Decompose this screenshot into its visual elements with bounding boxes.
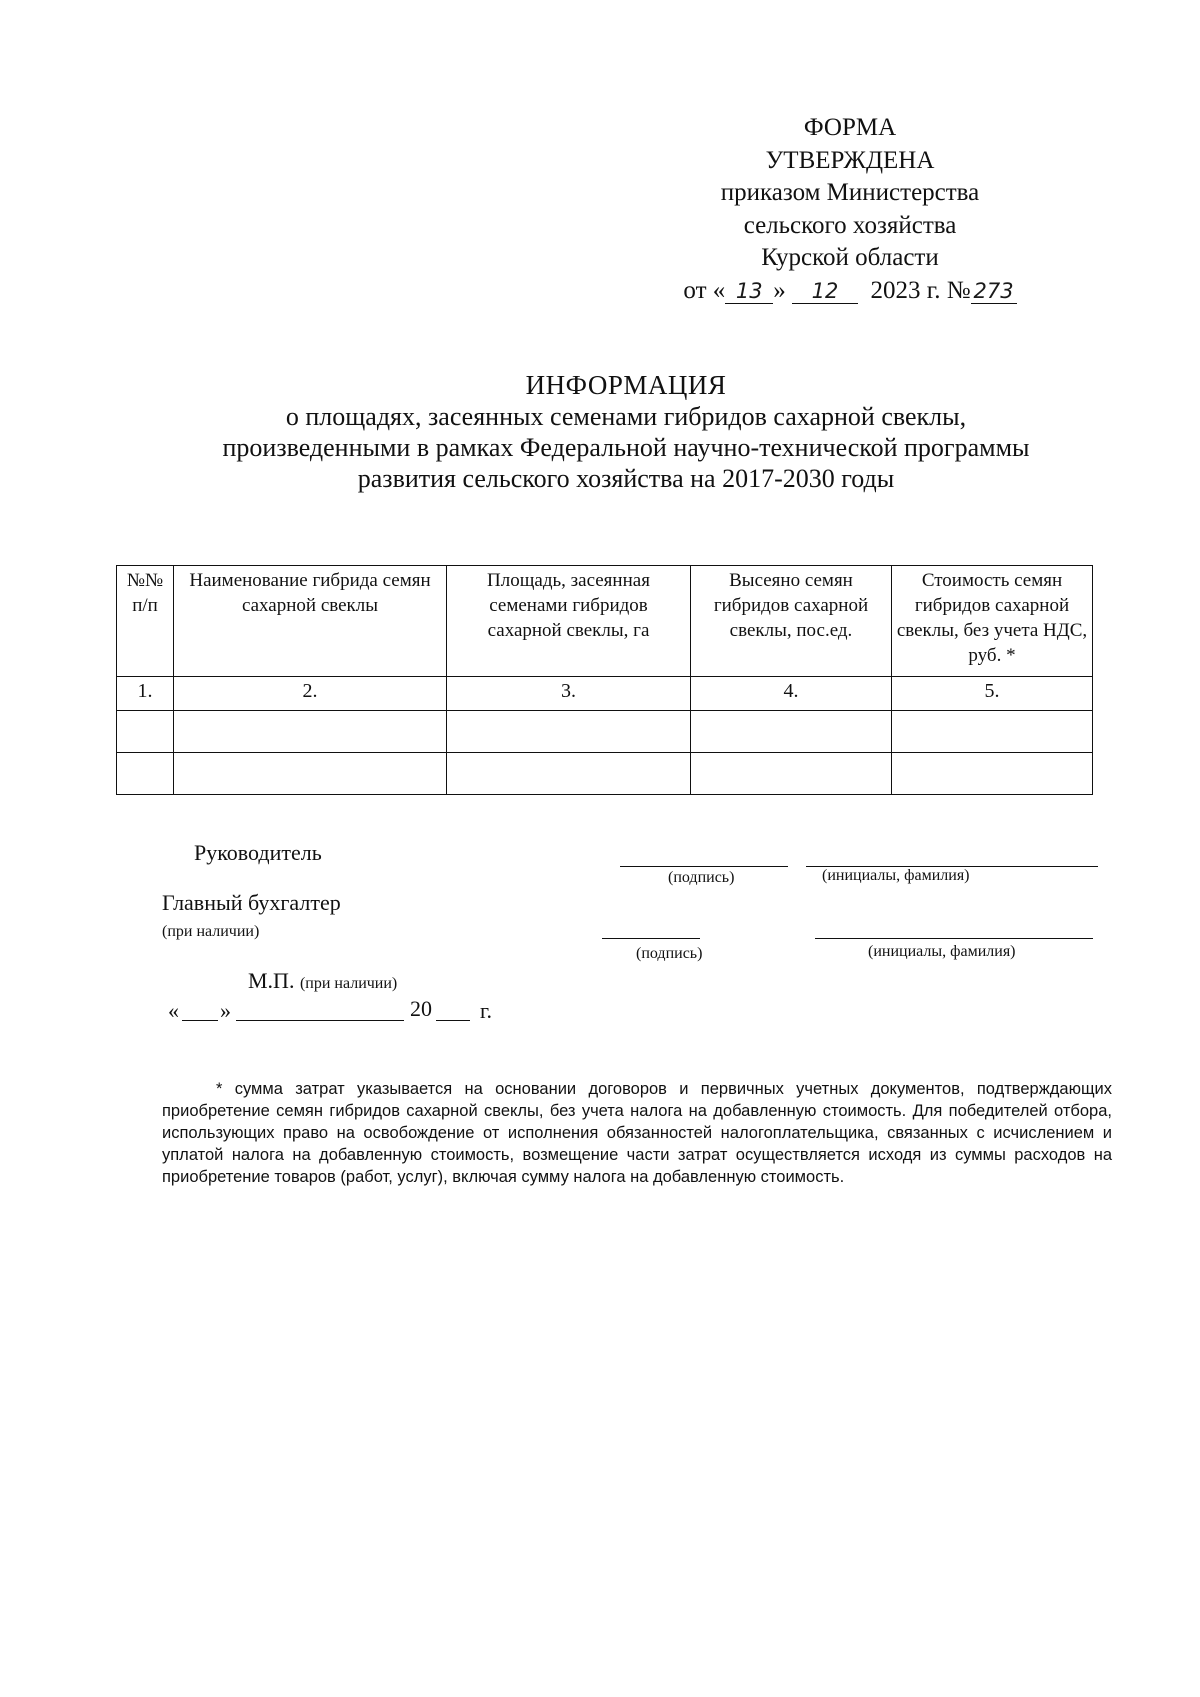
header-number: №№ п/п (117, 566, 174, 677)
table-cell[interactable] (892, 753, 1093, 795)
accountant-label: Главный бухгалтер (162, 890, 341, 915)
column-number: 5. (892, 677, 1093, 711)
handwritten-day: 13 (725, 279, 773, 304)
column-number: 4. (691, 677, 892, 711)
date-year-line[interactable] (436, 1020, 470, 1021)
table-row (117, 753, 1093, 795)
approved-label: УТВЕРЖДЕНА (765, 146, 935, 174)
stamp-label: М.П. (248, 968, 295, 993)
form-label: ФОРМА (803, 114, 897, 141)
title-line-2: произведенными в рамках Федеральной научно-технической программы (222, 433, 1030, 462)
table-cell[interactable] (691, 753, 892, 795)
header-hybrid-name: Наименование гибрида семян сахарной свеклы (174, 566, 447, 677)
accountant-note: (при наличии) (162, 923, 260, 940)
table-header-row (117, 566, 1093, 677)
document-title (100, 370, 1152, 494)
column-number: 2. (174, 677, 447, 711)
date-day-line[interactable] (182, 1020, 218, 1021)
header-seed-cost: Стоимость семян гибридов сахарной свеклы, без учета НДС, руб. * (892, 566, 1093, 677)
footnote: * сумма затрат указывается на основании договоров и первичных учетных документов, подтверждающих приобретение семян гибридов сахарной свеклы, без учета налога на добавленную стоимость. Для победителей отбора, использующих право на освобождение от исполнения обязанностей налогоплательщика, связанных с исчислением и уплатой налога на добавленную стоимость, возмещение части затрат осуществляется исходя из суммы расходов на приобретение товаров (работ, услуг), включая сумму налога на добавленную стоимость. (162, 1080, 1112, 1186)
table-cell[interactable] (691, 711, 892, 753)
header-area: Площадь, засеянная семенами гибридов сахарной свеклы, га (447, 566, 691, 677)
year-text: 2023 г. № (870, 276, 971, 304)
head-signature-caption: (подпись) (668, 869, 735, 886)
column-number: 3. (447, 677, 691, 711)
accountant-name-line[interactable] (815, 938, 1093, 939)
date-open: « (168, 998, 179, 1023)
date-close: » (220, 998, 231, 1023)
year-prefix: 20 (410, 996, 432, 1021)
title-line-3: развития сельского хозяйства на 2017-2030 годы (357, 464, 895, 493)
title-heading: ИНФОРМАЦИЯ (525, 370, 727, 400)
approval-block (640, 112, 1060, 307)
seed-area-table (116, 565, 1093, 795)
handwritten-number: 273 (971, 279, 1017, 304)
header-seeds-sown: Высеяно семян гибридов сахарной свеклы, пос.ед. (691, 566, 892, 677)
table-row (117, 711, 1093, 753)
handwritten-month: 12 (792, 279, 858, 304)
table-cell[interactable] (447, 753, 691, 795)
accountant-signature-caption: (подпись) (636, 945, 703, 962)
head-signature-line[interactable] (620, 866, 788, 867)
table-cell[interactable] (447, 711, 691, 753)
head-name-caption: (инициалы, фамилия) (822, 867, 970, 884)
table-cell[interactable] (117, 753, 174, 795)
year-suffix: г. (480, 998, 493, 1023)
table-cell[interactable] (174, 753, 447, 795)
order-date-line (640, 275, 1060, 308)
table-cell[interactable] (174, 711, 447, 753)
title-line-1: о площадях, засеянных семенами гибридов сахарной свеклы, (285, 402, 967, 431)
date-prefix: от « (683, 276, 726, 304)
accountant-name-caption: (инициалы, фамилия) (868, 943, 1016, 960)
column-number-row (117, 677, 1093, 711)
stamp-line (248, 968, 397, 997)
stamp-note: (при наличии) (299, 975, 398, 992)
column-number: 1. (117, 677, 174, 711)
region-line: Курской области (761, 244, 939, 271)
table-cell[interactable] (892, 711, 1093, 753)
head-label: Руководитель (194, 840, 322, 865)
ministry-line: сельского хозяйства (743, 211, 957, 239)
date-month-line[interactable] (236, 1020, 404, 1021)
order-line: приказом Министерства (720, 179, 980, 206)
date-mid: » (773, 276, 786, 304)
accountant-signature-line[interactable] (602, 938, 700, 939)
table-cell[interactable] (117, 711, 174, 753)
